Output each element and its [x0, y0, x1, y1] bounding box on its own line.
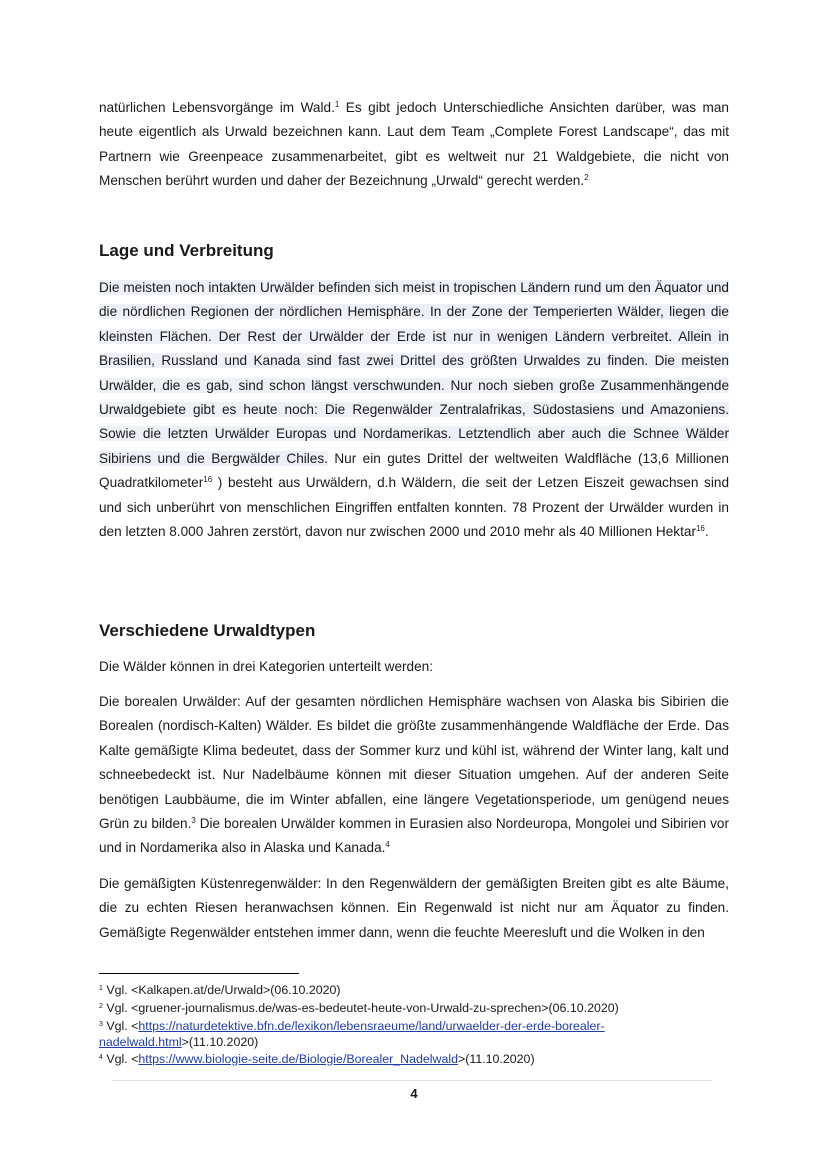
footnote-1 [99, 982, 729, 998]
footnote-4 [99, 1051, 729, 1067]
lage-text-end: . [704, 524, 709, 540]
footnote-number: 4 [99, 1054, 103, 1061]
footnote-number: 2 [99, 1003, 103, 1010]
footnote-number: 3 [99, 1021, 103, 1028]
footnote-ref[interactable]: 3 [191, 816, 196, 826]
footnote-link-cont[interactable]: nadelwald.html [99, 1035, 182, 1049]
intro-paragraph [99, 96, 729, 194]
intro-text: natürlichen Lebensvorgänge im Wald. [99, 100, 335, 115]
footnote-link[interactable]: https://naturdetektive.bfn.de/lexikon/lebensraeume/land/urwaelder-der-erde-borealer- [138, 1019, 605, 1033]
footnote-prefix: Vgl. [102, 1001, 132, 1015]
section-heading-lage: Lage und Verbreitung [99, 241, 274, 260]
footnote-text: <Kalkapen.at/de/Urwald>(06.10.2020) [131, 983, 341, 997]
footnote-ref[interactable]: 4 [385, 840, 390, 850]
footnote-text: <gruener-journalismus.de/was-es-bedeutet-heute-von-Urwald-zu-sprechen>(06.10.2020) [131, 1001, 619, 1015]
boreal-text: Die borealen Urwälder: Auf der gesamten nördlichen Hemisphäre wachsen von Alaska bis Sibirien die Borealen (nordisch-Kalten) Wälder. Es bildet die größte zusammenhängende Waldfläche der Erde. Das Kalte gemäßigte Klima bedeutet, dass der Sommer kurz und kühl ist, während der Winter lang, kalt und schneebedeckt ist. Nur Nadelbäume können mit dieser Situation umgehen. Auf der anderen Seite benötigen Laubbäume, die im Winter abfallen, eine längere Vegetationsperiode, um genügend neues Grün zu bilden. [99, 694, 729, 832]
footnote-number: 1 [99, 985, 103, 992]
highlighted-text: Die meisten noch intakten Urwälder befinden sich meist in tropischen Ländern rund um den Äquator und die nördlichen Regionen der nördlichen Hemisphäre. In der Zone der Temperierten Wälder, liegen die kleinsten Flächen. Der Rest der Urwälder der Erde ist nur in wenigen Ländern verbreitet. Allein in Brasilien, Russland und Kanada sind fast zwei Drittel des größten Urwaldes zu finden. Die meisten Urwälder, die es gab, sind schon längst verschwunden. Nur noch sieben große Zusammenhängende Urwaldgebiete gibt es heute noch: Die Regenwälder Zentralafrikas, Südostasiens und Amazoniens. Sowie die letzten Urwälder Europas und Nordamerikas. Letztendlich aber auch die Schnee Wälder Sibiriens und die Bergwälder Chiles. [99, 280, 729, 466]
page-footer-divider [112, 1080, 712, 1081]
urwaldtypen-intro: Die Wälder können in drei Kategorien unterteilt werden: [99, 659, 433, 674]
boreal-text-cont: Die borealen Urwälder kommen in Eurasien also Nordeuropa, Mongolei und Sibirien vor und in Nordamerika also in Alaska und Kanada. [99, 816, 729, 856]
footnote-ref[interactable]: 16 [695, 524, 705, 534]
intro-text-cont: Es gibt jedoch Unterschiedliche Ansichten darüber, was man heute eigentlich als Urwald bezeichnen kann. Laut dem Team „Complete Forest Landscape“, das mit Partnern wie Greenpeace zusammenarbeitet, gibt es weltweit nur 21 Waldgebiete, die nicht von Menschen berührt wurden und daher der Bezeichnung „Urwald“ gerecht werden. [99, 100, 729, 189]
footnote-ref[interactable]: 2 [584, 173, 589, 183]
footnote-prefix: Vgl. [102, 983, 132, 997]
kuestenregenwald-paragraph: Die gemäßigten Küstenregenwälder: In den Regenwäldern der gemäßigten Breiten gibt es alte Bäume, die zu echten Riesen heranwachsen können. Ein Regenwald ist nicht nur am Äquator zu finden. Gemäßigte Regenwälder entstehen immer dann, wenn die feuchte Meeresluft und die Wolken in den [99, 876, 729, 940]
lage-text-cont: ) besteht aus Urwäldern, d.h Wäldern, die seit der Letzen Eiszeit gewachsen sind und sich unberührt von menschlichen Eingriffen entfalten konnten. 78 Prozent der Urwälder wurden in den letzten 8.000 Jahren zerstört, davon nur zwischen 2000 und 2010 mehr als 40 Millionen Hektar [99, 475, 729, 540]
footnote-ref[interactable]: 16 [203, 475, 213, 485]
section-heading-urwaldtypen: Verschiedene Urwaldtypen [99, 621, 316, 640]
footnote-prefix: Vgl. < [102, 1019, 139, 1033]
footnote-3 [99, 1018, 729, 1050]
footnote-suffix: >(11.10.2020) [457, 1052, 535, 1066]
boreal-paragraph [99, 690, 729, 861]
lage-text: Nur ein gutes Drittel der weltweiten Waldfläche (13,6 Millionen Quadratkilometer [99, 450, 729, 491]
footnote-ref[interactable]: 1 [334, 100, 340, 109]
footnote-divider [99, 973, 299, 974]
footnote-2 [99, 1000, 729, 1016]
footnote-link[interactable]: https://www.biologie-seite.de/Biologie/Borealer_Nadelwald [138, 1052, 458, 1066]
footnote-suffix: >(11.10.2020) [181, 1035, 259, 1049]
footnote-prefix: Vgl. < [102, 1052, 139, 1066]
page-number: 4 [410, 1086, 418, 1101]
lage-paragraph [99, 276, 729, 544]
